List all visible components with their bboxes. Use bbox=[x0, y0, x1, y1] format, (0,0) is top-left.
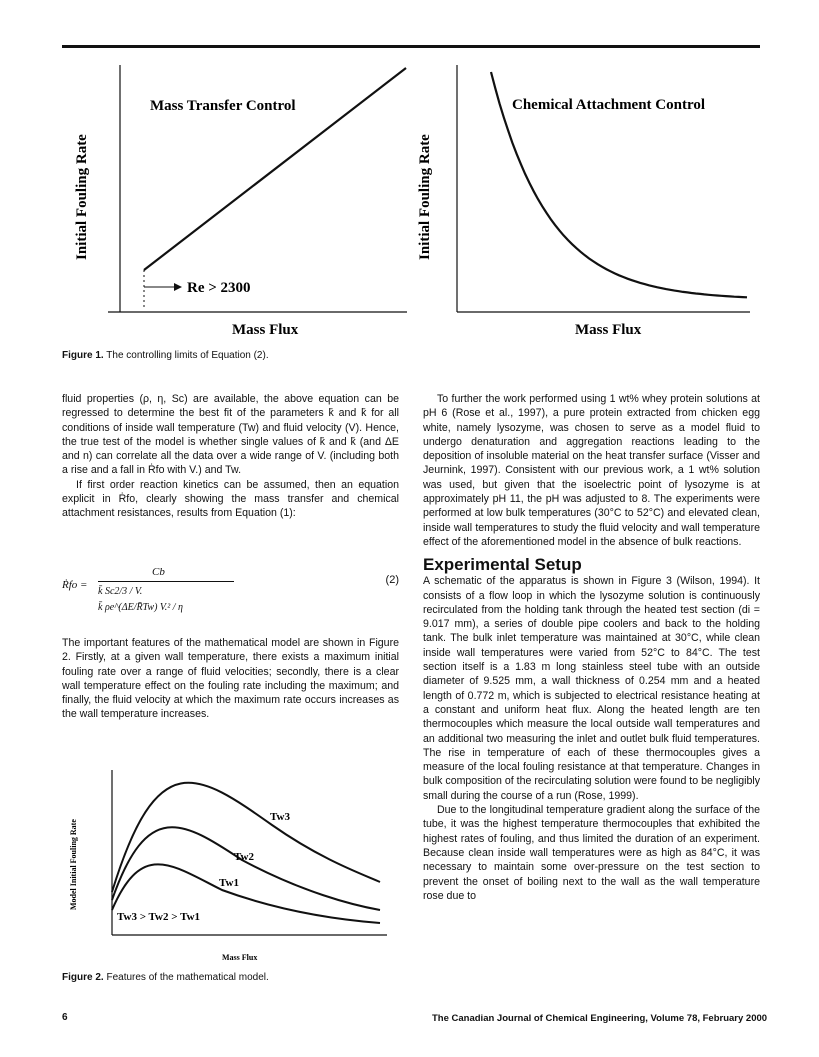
fig1-left-arrow-head bbox=[174, 283, 182, 291]
fig1-right-xlabel: Mass Flux bbox=[575, 322, 642, 338]
fig1-left-chart bbox=[62, 60, 412, 345]
fig2-label-tw3: Tw3 bbox=[270, 811, 290, 823]
right-paragraph-1: To further the work performed using 1 wt% whey protein solutions at pH 6 (Rose et al., 1997), a pure protein extracted from chicken egg white, namely lysozyme, was chosen to serve as a model fluid to undergo denaturation and aggregation reactions leading to the deposition of insoluble material on the heat transfer surface (Visser and Jeurnink, 1997). Consistent with our previous work, a 1 wt% solution was used, but given that the isoelectric point of lysozyme is at approximately pH 11, the pH was adjusted to 8. The experiments were performed at low bulk temperatures (30°C to 52°C) and elevated clean, inside wall temperatures to study the fluid velocity and wall temperature effect of the aforementioned model in the absence of bulk reactions. bbox=[423, 393, 760, 548]
left-column-lower bbox=[62, 636, 399, 722]
fig1-left-ylabel: Initial Fouling Rate bbox=[74, 134, 90, 260]
equation-2 bbox=[62, 566, 399, 624]
left-column bbox=[62, 392, 399, 521]
fig1-caption-label: Figure 1. bbox=[62, 350, 104, 361]
right-paragraph-2: A schematic of the apparatus is shown in Figure 3 (Wilson, 1994). It consists of a flow loop in which the lysozyme solution is continuously recirculated from the holding tank through the heated test section (di = 9.017 mm), a series of double pipe coolers and back to the holding tank. The bulk inlet temperature was maintained at 30°C, while clean inside wall temperatures were varied from 52°C to 84°C. The test section itself is a 1.83 m long stainless steel tube with an outside diameter of 9.525 mm, a wall thickness of 0.254 mm and a heated length of 0.772 m, which is subjected to electrical resistance heating at a constant and uniform heat flux. Along the heated length are ten thermocouples which measure the local outside wall temperatures and an additional two measuring the inlet and outlet bulk fluid temperatures. The rise in temperature of each of these thermocouples gives a measure of the local fouling resistance at that temperature. Changes in bulk composition of the recirculating solution were found to be negligibly small during the course of a run (Rose, 1999). bbox=[423, 575, 760, 802]
eq-denominator-2: k̄ ρe^(ΔE/R̄Tw) V.² / η bbox=[98, 602, 183, 613]
fig2-relation: Tw3 > Tw2 > Tw1 bbox=[117, 911, 201, 923]
fig1-caption-text: The controlling limits of Equation (2). bbox=[106, 350, 269, 361]
fig1-caption bbox=[62, 350, 269, 361]
eq-lhs: Ṙfo = bbox=[62, 579, 88, 591]
right-paragraph-3: Due to the longitudinal temperature gradient along the surface of the tube, it was the highest temperature thermocouples that exhibited the highest rates of fouling, and thus limited the duration of an experiment. Because clean inside wall temperatures were as high as 84°C, it was necessary to maintain some over-pressure on the test section to prevent the onset of boiling next to the wall as the wall temperature rose due to bbox=[423, 804, 760, 902]
eq-number: (2) bbox=[385, 574, 399, 586]
left-paragraph-3: The important features of the mathematical model are shown in Figure 2. Firstly, at a given wall temperature, there exists a maximum initial fouling rate over a range of fluid velocities; secondly, there is a clear wall temperature effect on the fouling rate including the maximum; and finally, the fluid velocity at which the maximum rate occurs increases as the wall temperature increases. bbox=[62, 637, 399, 721]
eq-numerator: Cb bbox=[152, 566, 165, 578]
fig2-label-tw2: Tw2 bbox=[234, 851, 254, 863]
header-rule bbox=[62, 45, 760, 48]
fig2-caption-text: Features of the mathematical model. bbox=[106, 972, 269, 983]
section-heading: Experimental Setup bbox=[423, 555, 582, 575]
journal-footer: The Canadian Journal of Chemical Engineering, Volume 78, February 2000 bbox=[432, 1013, 768, 1024]
left-paragraph-1: fluid properties (ρ, η, Sc) are available, the above equation can be regressed to determine the best fit of the parameters k̄ and k̄ for all conditions of inside wall temperature (Tw) and fluid velocity (V). Hence, the true test of the model is whether single values of k̄ and k̄ (and ΔE and n) can correlate all the data over a wide range of V. (including both a rise and a fall in Ṙfo with V.) and Tw. bbox=[62, 393, 399, 477]
fig1-left-title: Mass Transfer Control bbox=[150, 98, 296, 114]
fig2-xlabel: Mass Flux bbox=[222, 953, 258, 962]
fig2-caption bbox=[62, 972, 269, 983]
fig2-ylabel: Model Initial Fouling Rate bbox=[69, 819, 78, 910]
fig1-right-chart bbox=[405, 60, 760, 345]
page-number: 6 bbox=[62, 1012, 68, 1023]
fig1-right-ylabel: Initial Fouling Rate bbox=[417, 134, 433, 260]
fig2-curve-tw3 bbox=[112, 783, 380, 892]
fig1-left-xlabel: Mass Flux bbox=[232, 322, 299, 338]
fig2-label-tw1: Tw1 bbox=[219, 877, 239, 889]
eq-fraction-bar bbox=[98, 581, 234, 582]
eq-denominator-1: k̄ Sc2/3 / V. bbox=[98, 586, 143, 597]
right-column bbox=[423, 392, 760, 903]
fig2-chart bbox=[62, 760, 402, 965]
fig1-left-annotation: Re > 2300 bbox=[187, 280, 251, 296]
fig1-right-title: Chemical Attachment Control bbox=[512, 97, 706, 113]
left-paragraph-2: If first order reaction kinetics can be assumed, then an equation explicit in Ṙfo, clearly showing the mass transfer and chemical attachment resistances, results from Equation (1): bbox=[62, 478, 399, 520]
fig2-caption-label: Figure 2. bbox=[62, 972, 104, 983]
